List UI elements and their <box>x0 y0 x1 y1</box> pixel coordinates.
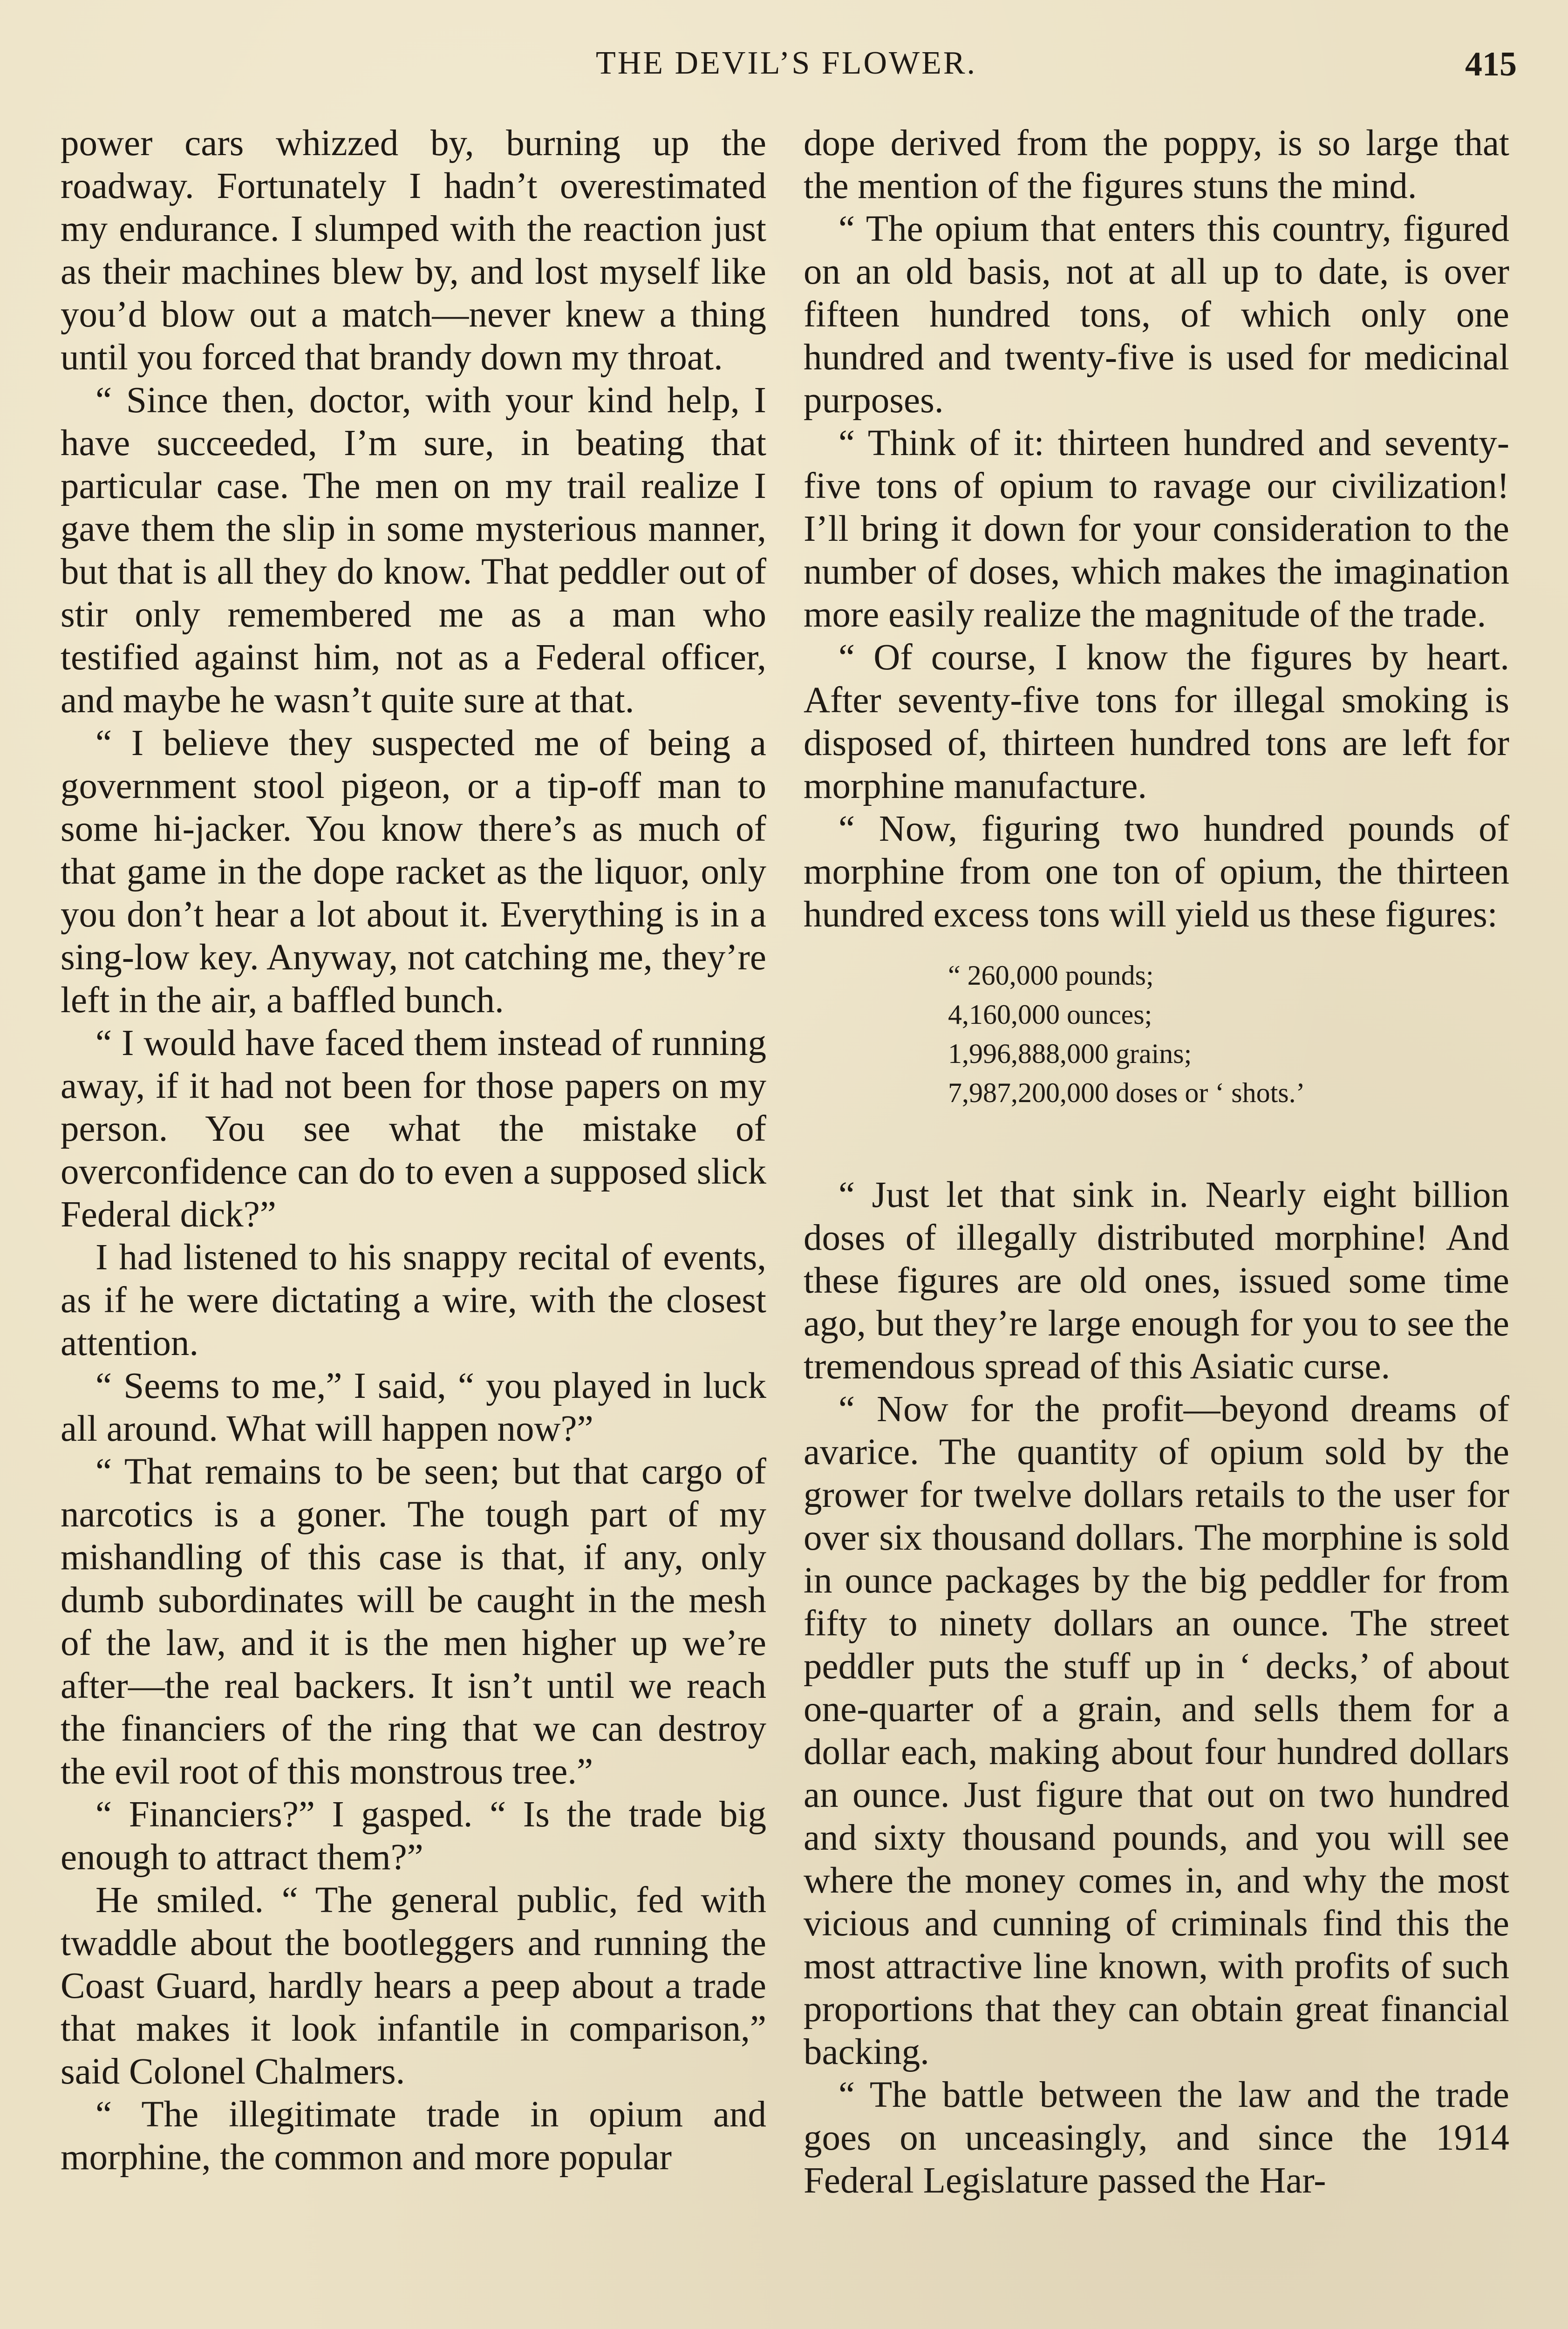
page-number: 415 <box>1465 45 1517 83</box>
left-column <box>61 122 766 2179</box>
figure-line-ounces: 4,160,000 ounces; <box>948 999 1152 1030</box>
paragraph: “ Think of it: thirteen hundred and seventy-five tons of opium to ravage our civilization! I’ll bring it down for your consideration to the number of doses, which makes the imagination more easily realize the magnitude of the trade. <box>804 423 1509 635</box>
running-title: THE DEVIL’S FLOWER. <box>595 45 977 81</box>
paragraph: “ Seems to me,” I said, “ you played in luck all around. What will happen now?” <box>61 1366 766 1449</box>
paragraph: “ The battle between the law and the trade goes on unceasingly, and since the 1914 Federal Legislature passed the Har- <box>804 2075 1509 2201</box>
paragraph: “ The opium that enters this country, figured on an old basis, not at all up to date, is over fifteen hundred tons, of which only one hundred and twenty-five is used for medicinal purposes. <box>804 209 1509 421</box>
figure-line-pounds: “ 260,000 pounds; <box>948 960 1154 991</box>
paragraph: “ The illegitimate trade in opium and morphine, the common and more popular <box>61 2094 766 2178</box>
figure-line-doses: 7,987,200,000 doses or ‘ shots.’ <box>948 1077 1305 1108</box>
paragraph: “ Just let that sink in. Nearly eight billion doses of illegally distributed morphine! And these figures are old ones, issued some time ago, but they’re large enough for you to see the tremendous spread of this Asiatic curse. <box>804 1175 1509 1387</box>
paragraph: “ Now, figuring two hundred pounds of morphine from one ton of opium, the thirteen hundred excess tons will yield us these figures: <box>804 809 1509 935</box>
paragraph: “ I believe they suspected me of being a government stool pigeon, or a tip-off man to some hi-jacker. You know there’s as much of that game in the dope racket as the liquor, only you don’t hear a lot about it. Everything is in a sing-low key. Anyway, not catching me, they’re left in the air, a baffled bunch. <box>61 723 766 1021</box>
paragraph: “ Of course, I know the figures by heart. After seventy-five tons for illegal smoking is disposed of, thirteen hundred tons are left for morphine manufacture. <box>804 637 1509 806</box>
paragraph: “ That remains to be seen; but that cargo of narcotics is a goner. The tough part of my mishandling of this case is that, if any, only dumb subordinates will be caught in the mesh of the law, and it is the men higher up we’re after—the real backers. It isn’t until we reach the financiers of the ring that we can destroy the evil root of this monstrous tree.” <box>61 1451 766 1792</box>
paragraph: “ Financiers?” I gasped. “ Is the trade big enough to attract them?” <box>61 1794 766 1878</box>
paragraph: He smiled. “ The general public, fed with twaddle about the bootleggers and running the Coast Guard, hardly hears a peep about a trade that makes it look infantile in comparison,” said Colonel Chalmers. <box>61 1880 766 2092</box>
paragraph: “ Now for the profit—beyond dreams of avarice. The quantity of opium sold by the grower for twelve dollars retails to the user for over six thousand dollars. The morphine is sold in ounce packages by the big peddler for from fifty to ninety dollars an ounce. The street peddler puts the stuff up in ‘ decks,’ of about one-quarter of a grain, and sells them for a dollar each, making about four hundred dollars an ounce. Just figure that out on two hundred and sixty thousand pounds, and you will see where the money comes in, and why the most vicious and cunning of criminals find this the most attractive line known, with profits of such proportions that they can obtain great financial backing. <box>804 1389 1509 2072</box>
right-column <box>804 122 1509 2202</box>
paragraph: dope derived from the poppy, is so large that the mention of the figures stuns the mind. <box>804 123 1509 206</box>
figures-list <box>948 956 1509 1112</box>
page-header <box>56 45 1517 91</box>
paragraph: “ I would have faced them instead of running away, if it had not been for those papers on my person. You see what the mistake of overconfidence can do to even a supposed slick Federal dick?” <box>61 1023 766 1235</box>
paragraph: “ Since then, doctor, with your kind help, I have succeeded, I’m sure, in beating that particular case. The men on my trail realize I gave them the slip in some mysterious manner, but that is all they do know. That peddler out of stir only remembered me as a man who testified against him, not as a Federal officer, and maybe he wasn’t quite sure at that. <box>61 380 766 721</box>
paragraph: I had listened to his snappy recital of events, as if he were dictating a wire, with the closest attention. <box>61 1237 766 1363</box>
figure-line-grains: 1,996,888,000 grains; <box>948 1038 1192 1069</box>
paragraph: power cars whizzed by, burning up the roadway. Fortunately I hadn’t overestimated my endurance. I slumped with the reaction just as their machines blew by, and lost myself like you’d blow out a match—never knew a thing until you forced that brandy down my throat. <box>61 123 766 378</box>
